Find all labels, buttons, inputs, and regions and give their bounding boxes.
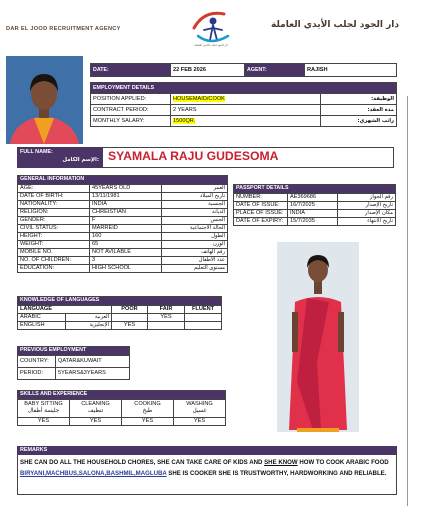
period-label: PERIOD: [18,367,56,379]
education-value: HIGH SCHOOL [90,264,162,272]
contract-label: CONTRACT PERIOD: [91,105,171,116]
expiry-date-label: DATE OF EXPIRY: [234,217,288,225]
passport-title: PASSPORT DETAILS [234,185,396,194]
weight-value: 65 [90,240,162,248]
applicant-full-body-photo [277,242,359,432]
full-name-label-ar: الإسم الكامل: [62,157,99,163]
religion-label: RELIGION: [18,208,90,216]
poor-col-header: POOR [112,305,148,313]
english-label-ar: الإنجليزية [66,321,112,329]
arabic-label: ARABIC [18,313,66,321]
agent-label: AGENT: [245,64,305,77]
remarks-part2: SHE KNOW [264,459,298,466]
mobile-label: MOBILE NO. [18,248,90,256]
skill-baby-sitting [18,399,70,417]
employment-table [90,82,397,127]
dob-label: DATE OF BIRTH: [18,192,90,200]
position-label: POSITION APPLIED: [91,94,171,105]
dob-ar: تاريخ الميلاد [162,192,228,200]
skill-cooking [122,399,174,417]
position-value: HOUSEMAID/COOK [173,95,225,102]
full-name-label: FULL NAME: [20,149,53,155]
nationality-ar: الجنسية [162,200,228,208]
english-poor: YES [112,321,148,329]
nationality-label: NATIONALITY: [18,200,90,208]
gender-label: GENDER: [18,216,90,224]
previous-employment-table [17,346,130,380]
agency-name-en: DAR EL JOOD RECRUITMENT AGENCY [6,26,121,32]
english-fair [148,321,185,329]
english-label: ENGLISH [18,321,66,329]
arabic-poor [112,313,148,321]
contract-ar: مدة العقد: [321,105,397,116]
english-fluent [185,321,222,329]
fair-col-header: FAIR [148,305,185,313]
weight-ar: الوزن [162,240,228,248]
skill-cooking-label: COOKING [134,401,161,407]
height-label: HEIGHT: [18,232,90,240]
skill-washing [174,399,226,417]
expiry-date-ar: تاريخ الانتهاء [338,217,396,225]
remarks-title: REMARKS [17,446,397,455]
arabic-fluent [185,313,222,321]
remarks-part1: SHE CAN DO ALL THE HOUSEHOLD CHORES, SHE CAN TAKE CARE OF KIDS AND [20,459,265,466]
logo-caption: دار الجود لجلب الأيدي العاملة [194,43,228,47]
fluent-col-header: FLUENT [185,305,222,313]
remarks-part3: HOW TO COOK ARABIC FOOD [297,459,389,466]
languages-table [17,296,222,330]
children-ar: عدد الأطفال [162,256,228,264]
country-value: QATAR&KUWAIT [56,355,130,367]
remarks-text [20,458,394,479]
salary-ar: راتب الشهري: [321,116,397,127]
skill-washing-value: YES [174,417,226,425]
date-label: DATE: [91,64,171,77]
remarks-part5: SHE IS COOKER SHE IS TRUSTWORTHY, HARDWORKING AND RELIABLE. [166,469,387,477]
skill-washing-label: WASHING [186,401,213,407]
nationality-value: INDIA [90,200,162,208]
skill-baby-sitting-value: YES [18,417,70,425]
arabic-fair: YES [148,313,185,321]
previous-title: PREVIOUS EMPLOYMENT [18,347,130,356]
children-label: NO. OF CHILDREN: [18,256,90,264]
full-name-label-box [17,147,103,168]
agency-name-ar: دار الجود لجلب الأيدي العاملة [271,20,399,30]
height-value: 160 [90,232,162,240]
country-label: COUNTRY: [18,355,56,367]
age-ar: العمر [162,184,228,192]
issue-place-ar: مكان الإصدار [338,209,396,217]
civil-status-ar: الحالة الاجتماعية [162,224,228,232]
weight-label: WEIGHT: [18,240,90,248]
gender-value: F [90,216,162,224]
skill-baby-sitting-ar: جليسة أطفال [27,408,60,414]
skill-cleaning-ar: تنظيف [87,408,104,414]
salary-value: 1500QR. [173,117,196,124]
issue-date-label: DATE OF ISSUE: [234,201,288,209]
skill-baby-sitting-label: BABY SITTING [24,401,63,407]
skill-cooking-value: YES [122,417,174,425]
contract-value: 2 YEARS [171,105,321,116]
applicant-portrait-photo [6,56,83,144]
passport-table [233,184,396,226]
civil-status-value: MARREID [90,224,162,232]
full-name-value: SYAMALA RAJU GUDESOMA [108,149,279,163]
remarks-part4: BIRYANI,MACHBUS,SALONA,BASHMIL,MAGLUBA [20,469,167,477]
passport-number-label: NUMBER: [234,193,288,201]
skill-cooking-ar: طبخ [142,408,153,414]
education-label: EDUCATION: [18,264,90,272]
age-value: 45YEARS OLD [90,184,162,192]
passport-number-ar: رقم الجواز [338,193,396,201]
religion-value: CHREISTIAN [90,208,162,216]
passport-number-value: AE369686 [288,193,338,201]
height-ar: الطول [162,232,228,240]
general-title: GENERAL INFORMATION [18,176,228,185]
issue-place-value: INDIA [288,209,338,217]
arabic-label-ar: العربية [66,313,112,321]
education-ar: مستوى التعليم [162,264,228,272]
mobile-ar: رقم الهاتف [162,248,228,256]
skills-table [17,390,226,426]
position-ar: الوظيفة: [321,94,397,105]
gender-ar: الجنس [162,216,228,224]
date-agent-table [90,63,397,77]
date-value: 22 FEB 2026 [171,64,245,77]
agency-logo [180,6,242,48]
children-value: 3 [90,256,162,264]
page-edge-divider [407,96,408,506]
skills-title: SKILLS AND EXPERIENCE [18,391,226,400]
salary-label: MONTHLY SALARY: [91,116,171,127]
skill-cleaning-value: YES [70,417,122,425]
age-label: AGE: [18,184,90,192]
issue-date-ar: تاريخ الإصدار [338,201,396,209]
general-info-table [17,175,228,273]
skill-washing-ar: غسيل [192,408,207,414]
employment-title: EMPLOYMENT DETAILS [91,83,397,94]
language-col-header: LANGUAGE [18,305,112,313]
issue-place-label: PLACE OF ISSUE: [234,209,288,217]
skill-cleaning-label: CLEANING [81,401,110,407]
period-value: 5YEARS&3YEARS [56,367,130,379]
expiry-date-value: 15/7/2035 [288,217,338,225]
languages-title: KNOWLEDGE OF LANGUAGES [18,297,222,306]
issue-date-value: 16/7/2025 [288,201,338,209]
religion-ar: الديانة [162,208,228,216]
civil-status-label: CIVIL STATUS: [18,224,90,232]
mobile-value: NOT AVILABLE [90,248,162,256]
skill-cleaning [70,399,122,417]
dob-value: 13/11/1981 [90,192,162,200]
agent-value: RAJISH [305,64,397,77]
